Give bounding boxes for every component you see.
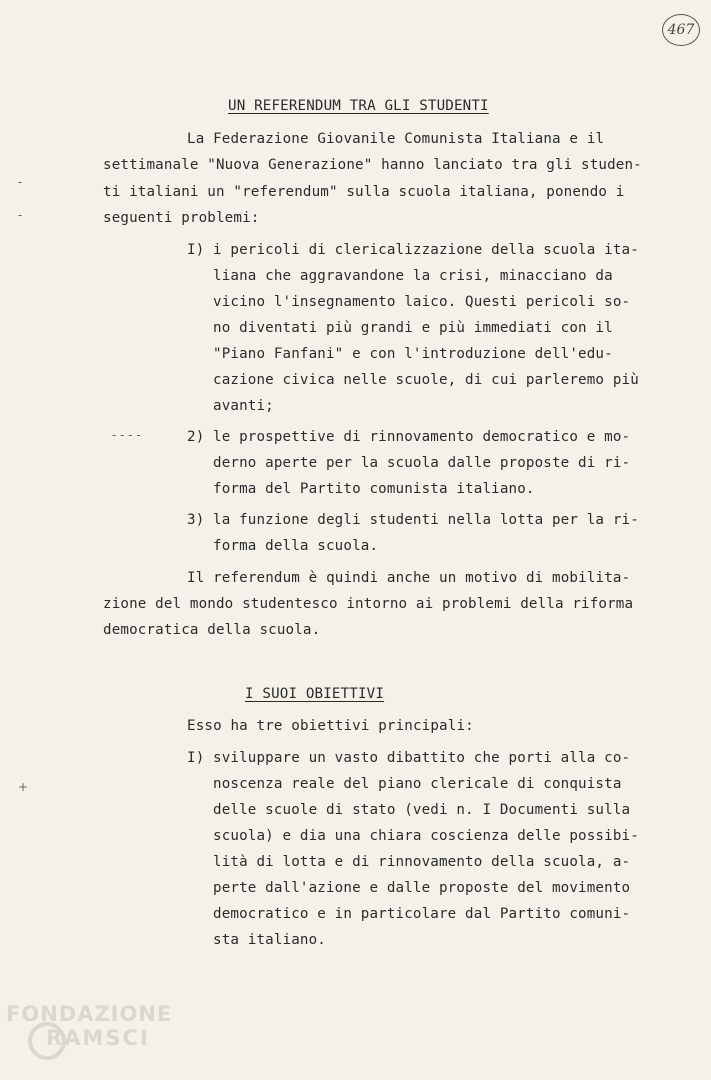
intro-line: settimanale "Nuova Generazione" hanno lanciato tra gli studen- bbox=[103, 157, 642, 173]
problem-line: i pericoli di clericalizzazione della scuola ita- bbox=[213, 242, 639, 258]
problem-line: vicino l'insegnamento laico. Questi pericoli so- bbox=[213, 294, 631, 310]
problem-line: le prospettive di rinnovamento democratico e mo- bbox=[213, 429, 631, 445]
objective-line: scuola) e dia una chiara coscienza delle possibi- bbox=[213, 828, 639, 844]
margin-mark: - bbox=[18, 175, 23, 189]
conclusion-line: democratica della scuola. bbox=[103, 622, 321, 638]
objective-line: sta italiano. bbox=[213, 932, 326, 948]
problem-line: forma della scuola. bbox=[213, 538, 379, 554]
watermark-line: FONDAZIONE bbox=[6, 1002, 173, 1026]
objective-line: noscenza reale del piano clericale di conquista bbox=[213, 776, 622, 792]
problem-line: derno aperte per la scuola dalle proposte di ri- bbox=[213, 455, 631, 471]
objectives-intro: Esso ha tre obiettivi principali: bbox=[187, 718, 474, 734]
problem-line: "Piano Fanfani" e con l'introduzione dell'edu- bbox=[213, 346, 613, 362]
margin-mark: - bbox=[18, 208, 23, 222]
conclusion-line: zione del mondo studentesco intorno ai problemi della riforma bbox=[103, 596, 634, 612]
problem-number: I) bbox=[187, 242, 205, 258]
problem-line: no diventati più grandi e più immediati con il bbox=[213, 320, 613, 336]
conclusion-line: Il referendum è quindi anche un motivo di mobilita- bbox=[187, 570, 631, 586]
margin-mark: + bbox=[18, 780, 29, 794]
problem-line: forma del Partito comunista italiano. bbox=[213, 481, 535, 497]
problem-number: 2) bbox=[187, 429, 205, 445]
section-title: I SUOI OBIETTIVI bbox=[245, 686, 385, 702]
problem-number: 3) bbox=[187, 512, 205, 528]
page-number: 467 bbox=[662, 14, 700, 46]
objective-line: delle scuole di stato (vedi n. I Documenti sulla bbox=[213, 802, 631, 818]
objective-line: perte dall'azione e dalle proposte del movimento bbox=[213, 880, 631, 896]
watermark-logo bbox=[6, 1002, 176, 1050]
objective-line: lità di lotta e di rinnovamento della scuola, a- bbox=[213, 854, 631, 870]
objective-line: sviluppare un vasto dibattito che porti alla co- bbox=[213, 750, 631, 766]
document-title: UN REFERENDUM TRA GLI STUDENTI bbox=[228, 98, 489, 114]
margin-mark: - - - - bbox=[112, 428, 141, 442]
problem-line: cazione civica nelle scuole, di cui parleremo più bbox=[213, 372, 639, 388]
objective-number: I) bbox=[187, 750, 205, 766]
intro-line: seguenti problemi: bbox=[103, 210, 260, 226]
problem-line: la funzione degli studenti nella lotta per la ri- bbox=[213, 512, 639, 528]
intro-line: ti italiani un "referendum" sulla scuola italiana, ponendo i bbox=[103, 184, 625, 200]
problem-line: liana che aggravandone la crisi, minacciano da bbox=[213, 268, 613, 284]
intro-line: La Federazione Giovanile Comunista Italiana e il bbox=[187, 131, 605, 147]
objective-line: democratico e in particolare dal Partito comuni- bbox=[213, 906, 631, 922]
problem-line: avanti; bbox=[213, 398, 274, 414]
watermark-line: RAMSCI bbox=[46, 1026, 150, 1050]
